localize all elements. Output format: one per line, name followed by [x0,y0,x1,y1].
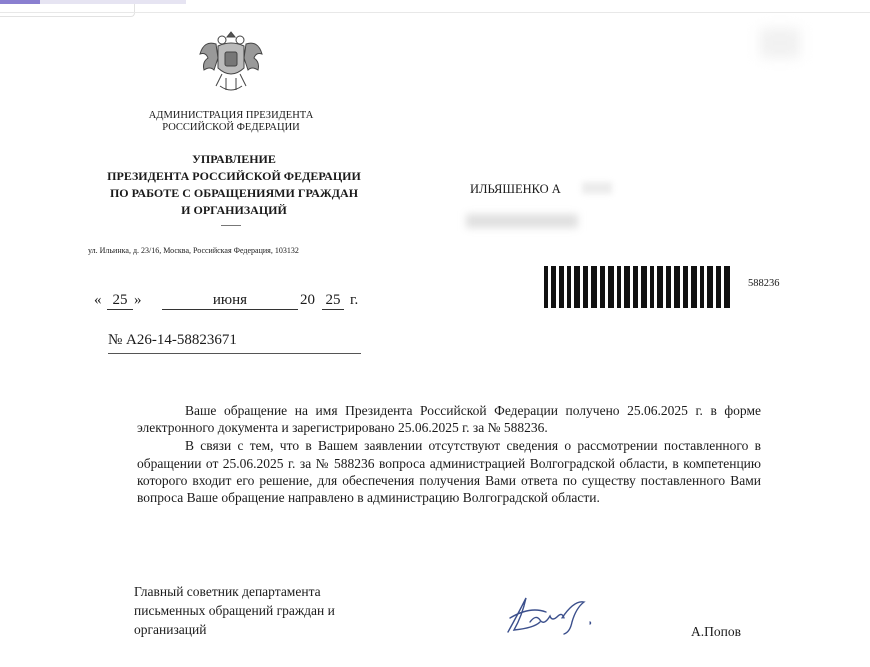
department-address: ул. Ильинка, д. 23/16, Москва, Российская Федерация, 103132 [88,246,299,255]
department-line: И ОРГАНИЗАЦИЙ [181,203,287,217]
coat-of-arms-icon [196,28,266,96]
signer-name: А.Попов [691,624,741,639]
viewer-tab-outline [0,4,135,17]
letter-date [94,292,374,314]
date-year-prefix: 20 [300,292,315,308]
administration-header [100,110,362,134]
barcode-number: 588236 [748,278,780,289]
department-header [84,151,384,219]
date-close-quote: » [134,292,142,308]
redacted-address [466,214,578,228]
date-year-suffix: 25 [322,292,344,310]
signer-position-line: Главный советник департамента [134,584,321,599]
department-line: ПРЕЗИДЕНТА РОССИЙСКОЙ ФЕДЕРАЦИИ [107,169,361,183]
registration-number: № А26-14-58823671 [108,332,237,348]
header-divider [221,225,241,226]
date-open-quote: « [94,292,102,308]
date-day: 25 [107,292,133,310]
administration-line: АДМИНИСТРАЦИЯ ПРЕЗИДЕНТА [148,110,314,121]
redacted-initials [582,182,612,194]
date-year-abbr: г. [350,292,359,308]
registration-underline [108,353,361,354]
signer-position-line: организаций [134,622,207,637]
department-line: УПРАВЛЕНИЕ [192,152,276,166]
letter-body [137,402,761,506]
barcode [544,266,734,308]
body-paragraph: В связи с тем, что в Вашем заявлении отсутствуют сведения о рассмотрении поставленного в обращении от 25.06.2025 г. за № 588236 вопроса администрацией Волгоградской области, в компетенцию которого входит его решение, для обеспечения получения Вами ответа по существу поставленного Вами вопроса Ваше обращение направлено в администрацию Волгоградской области. [137,438,761,506]
signer-position-line: письменных обращений граждан и [134,603,335,618]
recipient-name: ИЛЬЯШЕНКО А [470,182,561,196]
administration-line: РОССИЙСКОЙ ФЕДЕРАЦИИ [162,122,300,133]
scan-artifact [760,28,800,58]
body-paragraph: Ваше обращение на имя Президента Российской Федерации получено 25.06.2025 г. в форме электронного документа и зарегистрировано 25.06.2025 г. за № 588236. [137,403,761,436]
viewer-top-bar [0,0,870,14]
signer-position [134,582,335,639]
viewer-divider [0,12,870,13]
handwritten-signature [500,592,610,638]
date-month: июня [162,292,298,310]
department-line: ПО РАБОТЕ С ОБРАЩЕНИЯМИ ГРАЖДАН [109,186,359,200]
